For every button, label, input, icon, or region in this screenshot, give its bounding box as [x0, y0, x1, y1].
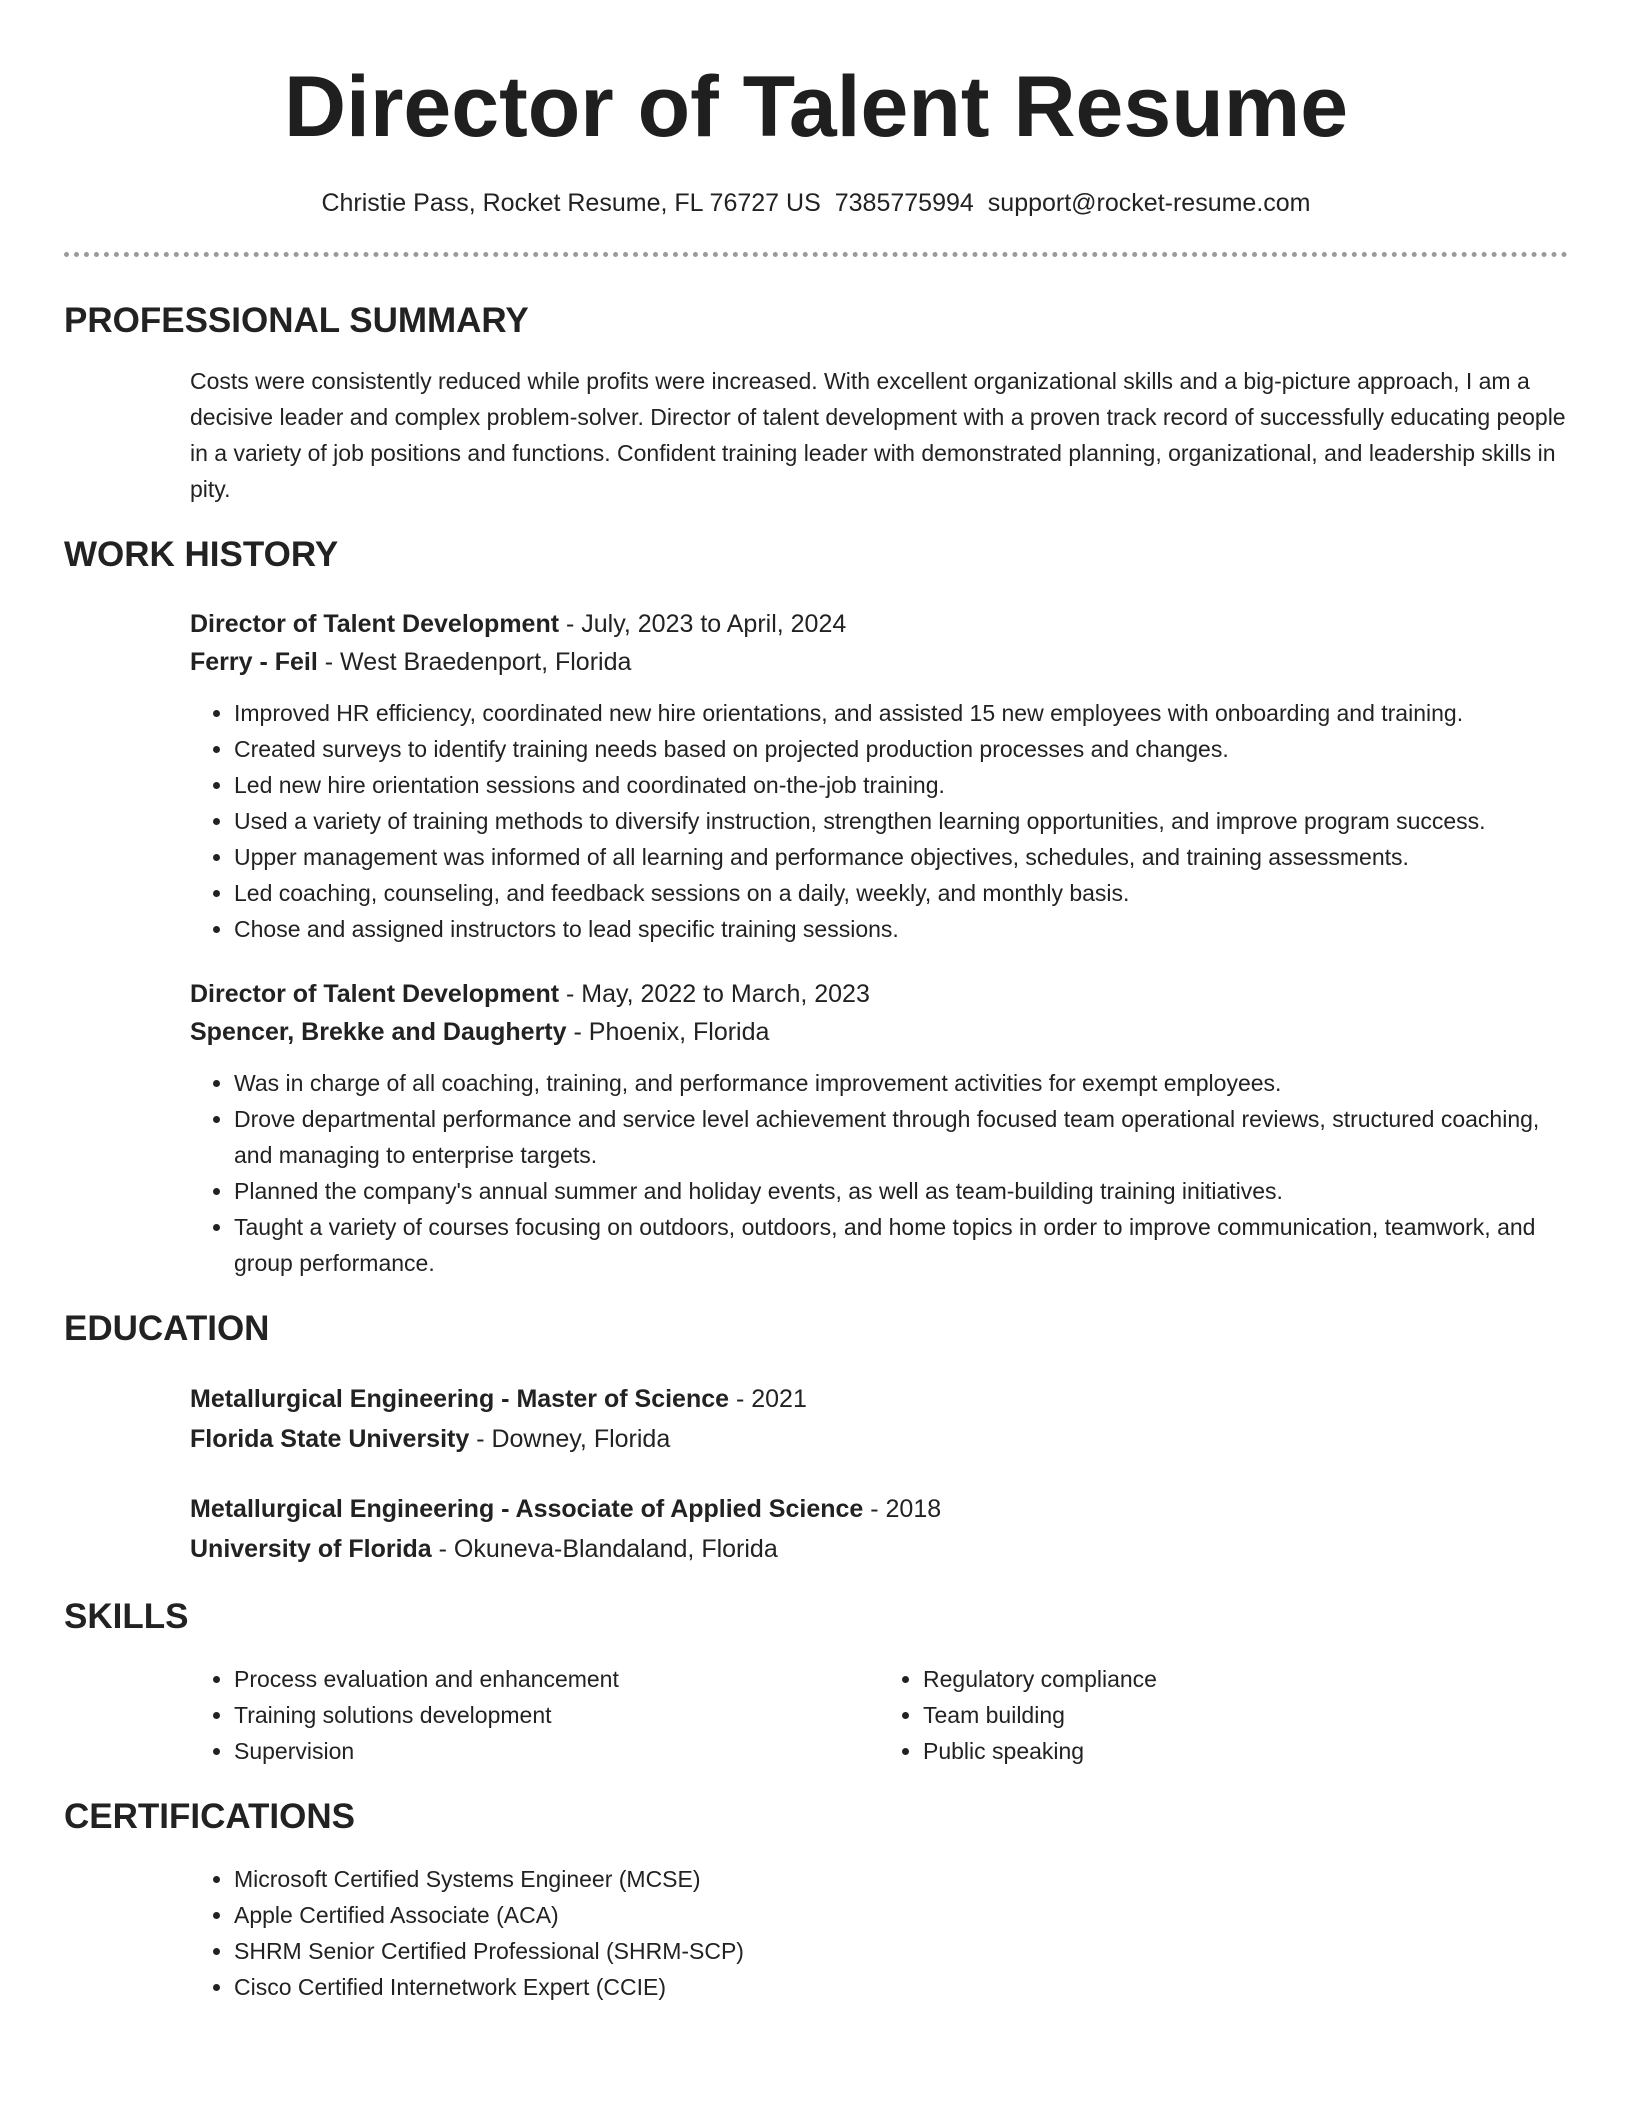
skills-column-left	[190, 1661, 879, 1769]
resume-title: Director of Talent Resume	[283, 59, 1349, 155]
contact-address: Christie Pass, Rocket Resume, FL 76727 US	[321, 189, 821, 217]
header-divider	[64, 252, 1568, 257]
list-item: • Regulatory compliance	[923, 1661, 1568, 1697]
education-degree: Metallurgical Engineering - Master of Science	[190, 1385, 730, 1413]
list-item: • Apple Certified Associate (ACA)	[234, 1897, 1568, 1933]
education-degree-line	[190, 1489, 1568, 1529]
section-heading-work: WORK HISTORY	[64, 535, 339, 574]
certifications-list-wrap	[190, 1861, 1568, 2005]
skills-grid	[190, 1661, 1568, 1769]
job-title: Director of Talent Development	[190, 980, 560, 1008]
list-item: • Led new hire orientation sessions and coordinated on-the-job training.	[234, 767, 1568, 803]
job-entry	[190, 975, 1568, 1281]
list-item: • Created surveys to identify training needs based on projected production processes and changes.	[234, 731, 1568, 767]
job-location: - West Braedenport, Florida	[317, 648, 632, 676]
section-heading-education: EDUCATION	[64, 1309, 270, 1348]
job-entry	[190, 605, 1568, 947]
contact-phone: 7385775994	[834, 189, 974, 217]
certifications-list	[190, 1861, 1568, 2005]
section-summary	[64, 299, 1568, 507]
section-certifications	[64, 1795, 1568, 2005]
section-education	[64, 1307, 1568, 1569]
list-item: • Taught a variety of courses focusing on outdoors, outdoors, and home topics in order to improve communication, teamwork, and group performance.	[234, 1209, 1568, 1281]
education-school: University of Florida	[190, 1535, 432, 1563]
education-location: - Okuneva-Blandaland, Florida	[431, 1535, 778, 1563]
section-heading-skills: SKILLS	[64, 1597, 189, 1636]
list-item: • Drove departmental performance and service level achievement through focused team operational reviews, structured coaching, and managing to enterprise targets.	[234, 1101, 1568, 1173]
job-bullets	[190, 695, 1568, 947]
list-item: • Team building	[923, 1697, 1568, 1733]
list-item: • Supervision	[234, 1733, 879, 1769]
job-company: Spencer, Brekke and Daugherty	[190, 1018, 567, 1046]
list-item: • Upper management was informed of all learning and performance objectives, schedules, and training assessments.	[234, 839, 1568, 875]
section-heading-certifications: CERTIFICATIONS	[64, 1797, 356, 1836]
list-item: • Used a variety of training methods to diversify instruction, strengthen learning opportunities, and improve program success.	[234, 803, 1568, 839]
education-degree-line	[190, 1379, 1568, 1419]
list-item: • Was in charge of all coaching, training, and performance improvement activities for exempt employees.	[234, 1065, 1568, 1101]
job-org-line	[190, 643, 1568, 681]
list-item: • Training solutions development	[234, 1697, 879, 1733]
section-work-history	[64, 533, 1568, 1281]
job-dates: - May, 2022 to March, 2023	[559, 980, 870, 1008]
list-item: • Planned the company's annual summer and holiday events, as well as team-building training initiatives.	[234, 1173, 1568, 1209]
education-school: Florida State University	[190, 1425, 470, 1453]
job-role-line	[190, 605, 1568, 643]
summary-text: Costs were consistently reduced while profits were increased. With excellent organizational skills and a big-picture approach, I am a decisive leader and complex problem-solver. Director of talent development with a proven track record of successfully educating people in a variety of job positions and functions. Confident training leader with demonstrated planning, organizational, and leadership skills in pity.	[190, 368, 1566, 502]
education-degree: Metallurgical Engineering - Associate of Applied Science	[190, 1495, 864, 1523]
job-location: - Phoenix, Florida	[566, 1018, 770, 1046]
section-skills	[64, 1595, 1568, 1769]
skills-column-right	[879, 1661, 1568, 1769]
job-bullets	[190, 1065, 1568, 1281]
list-item: • Cisco Certified Internetwork Expert (CCIE)	[234, 1969, 1568, 2005]
education-location: - Downey, Florida	[469, 1425, 671, 1453]
section-heading-summary: PROFESSIONAL SUMMARY	[64, 301, 529, 340]
list-item: • Chose and assigned instructors to lead specific training sessions.	[234, 911, 1568, 947]
list-item: • SHRM Senior Certified Professional (SHRM-SCP)	[234, 1933, 1568, 1969]
contact-email: support@rocket-resume.com	[987, 189, 1311, 217]
job-org-line	[190, 1013, 1568, 1051]
job-company: Ferry - Feil	[190, 648, 318, 676]
list-item: • Microsoft Certified Systems Engineer (MCSE)	[234, 1861, 1568, 1897]
contact-line	[64, 186, 1568, 220]
job-title: Director of Talent Development	[190, 610, 560, 638]
list-item: • Improved HR efficiency, coordinated new hire orientations, and assisted 15 new employees with onboarding and training.	[234, 695, 1568, 731]
education-year: - 2018	[863, 1495, 942, 1523]
education-year: - 2021	[729, 1385, 807, 1413]
list-item: • Process evaluation and enhancement	[234, 1661, 879, 1697]
education-school-line	[190, 1419, 1568, 1459]
list-item: • Public speaking	[923, 1733, 1568, 1769]
list-item: • Led coaching, counseling, and feedback sessions on a daily, weekly, and monthly basis.	[234, 875, 1568, 911]
job-dates: - July, 2023 to April, 2024	[559, 610, 847, 638]
job-role-line	[190, 975, 1568, 1013]
education-entry	[190, 1489, 1568, 1569]
education-school-line	[190, 1529, 1568, 1569]
education-entry	[190, 1379, 1568, 1459]
